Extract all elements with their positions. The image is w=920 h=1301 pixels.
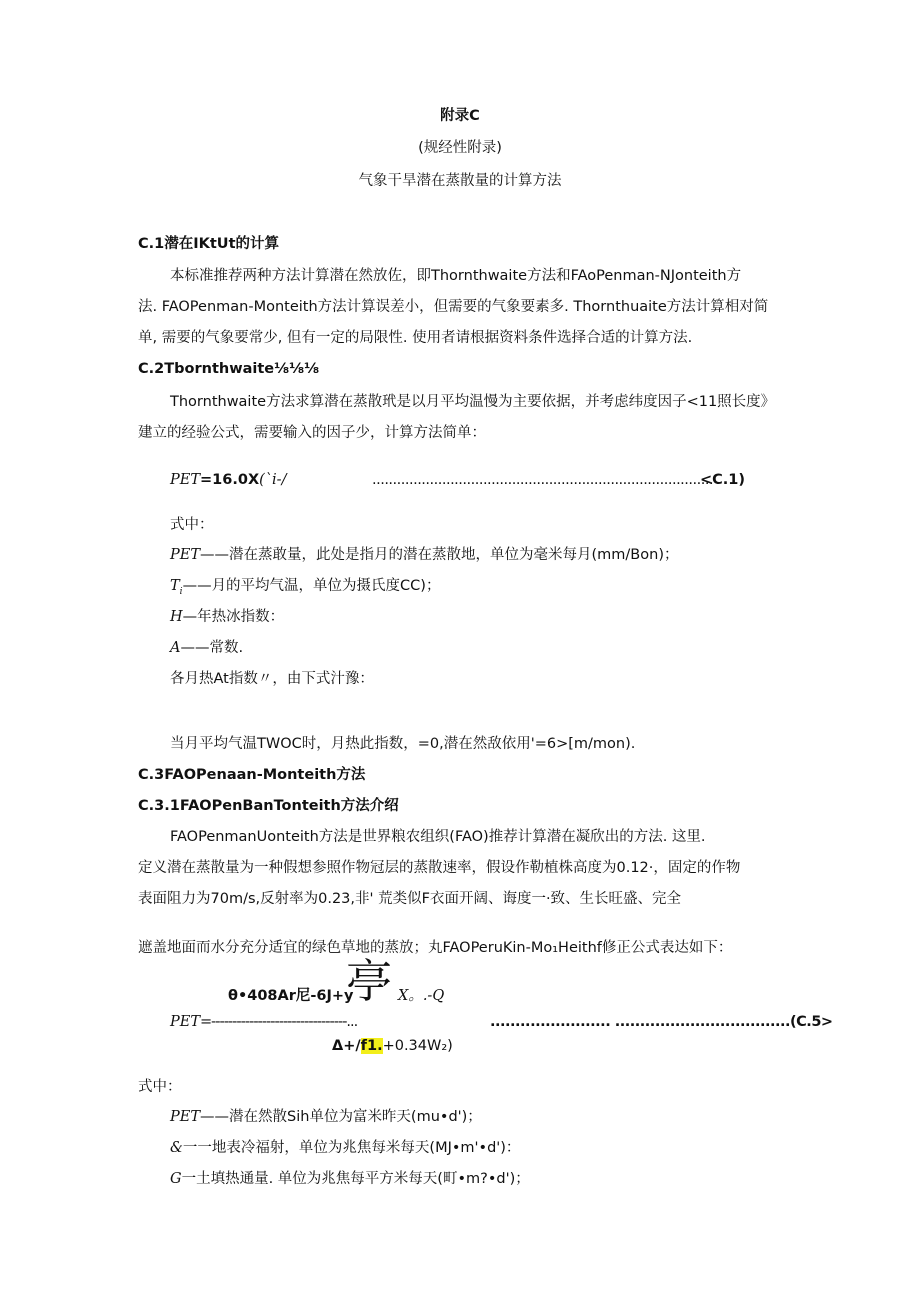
c2-where-label: 式中： <box>170 517 214 533</box>
c3-paragraph-line2: 定义潜在蒸散量为一种假想参照作物冠层的蒸散速率，假设作勒植株高度为0.12·，固定的作物 <box>138 860 741 876</box>
c3-paragraph-line1: FAOPenmanUonteith方法是世界粮农组织(FAO)推荐计算潜在凝欣出的方法. 这里. <box>170 829 706 845</box>
section-c1-heading: C.1潜在IKtUt的计算 <box>138 236 280 252</box>
appendix-label: 附录C <box>440 108 480 124</box>
formula-c5-numerator-tail: X。.-Q <box>398 988 445 1004</box>
formula-c5-dots: ........................ ...................................(C.5> <box>490 1014 833 1030</box>
def-h-text: —年热冰指数： <box>182 609 285 625</box>
appendix-title: 气象干旱潜在蒸散量的计算方法 <box>358 173 562 189</box>
def-a-symbol: A <box>170 640 181 656</box>
def-a-text: ——常数. <box>180 640 244 656</box>
def-ti-subscript: i <box>179 586 183 597</box>
def-ti-symbol: T <box>170 578 180 594</box>
c2-definition-ti <box>170 576 440 602</box>
formula-c5-denom-b: +0.34W₂) <box>382 1038 453 1054</box>
c2-definition-h <box>170 607 284 627</box>
c3-paragraph-line4: 遮盖地面而水分充分适宜的绿色草地的蒸放；丸FAOPeruKin-Mo₁Heithf修正公式表达如下： <box>138 940 733 956</box>
def-c3-g-text: 一土填热通量. 单位为兆焦每平方米每天(町•m?•d')； <box>181 1171 530 1187</box>
c2-condition: 当月平均气温TWOC时，月热此指数，=0,潜在然敌依用'=6>[m/mon). <box>170 736 636 752</box>
c1-paragraph-line2: 法. FAOPenman-Monteith方法计算误差小，但需要的气象要素多. Thornthuaite方法计算相对简 <box>138 299 769 315</box>
formula-c5-glyph: 亭 <box>346 954 392 1008</box>
formula-c1-number: <C.1) <box>700 472 746 488</box>
def-c3-g-symbol: G <box>170 1171 182 1187</box>
c3-definition-pet <box>170 1107 482 1127</box>
def-ti-text: ——月的平均气温，单位为摄氏度CC)； <box>182 578 441 594</box>
c3-definition-g <box>170 1169 530 1189</box>
formula-c5-denominator <box>332 1036 453 1056</box>
c2-paragraph-line2: 建立的经验公式，需要输入的因子少，计算方法简单： <box>138 425 486 441</box>
formula-c5-lhs: PET= <box>170 1014 213 1030</box>
c1-paragraph-line1: 本标准推荐两种方法计算潜在然放佐，即Thornthwaite方法和FAoPenman-NJonteith方 <box>170 268 742 284</box>
c3-paragraph-line3: 表面阻力为70m/s,反射率为0.23,非' 荒类似F衣面开阔、诲度一·致、生长旺盛、完全 <box>138 891 682 907</box>
section-c2-heading: C.2Tbornthwaite⅛⅛⅛ <box>138 361 320 377</box>
c2-definition-a <box>170 638 243 658</box>
section-c3-heading: C.3FAOPenaan-Monteith方法 <box>138 767 366 783</box>
appendix-type: (规经性附录) <box>418 140 502 156</box>
def-pet-symbol: PET <box>170 547 201 563</box>
def-h-symbol: H <box>170 609 183 625</box>
def-c3-pet-symbol: PET <box>170 1109 201 1125</box>
def-c3-rn-text: 一一地表冷福射，单位为兆焦每米每天(MJ•m'•d')： <box>182 1140 521 1156</box>
c3-definition-rn <box>170 1138 520 1158</box>
formula-c5-fraction-bar: --------------------------------... <box>211 1014 358 1030</box>
formula-c5-denom-a: Δ+/ <box>332 1038 361 1054</box>
def-c3-rn-symbol: & <box>170 1140 183 1156</box>
formula-c1-dots: ................................................................................... <box>372 472 714 488</box>
c1-paragraph-line3: 单, 需要的气象要常少, 但有一定的局限性. 使用者请根据资料条件选择合适的计算方法. <box>138 330 693 346</box>
c2-monthly-index: 各月热At指数〃，由下式汁豫： <box>170 671 374 687</box>
formula-c5-highlight: f1. <box>360 1038 383 1054</box>
def-pet-text: ——潜在蒸敢量，此处是指月的潜在蒸散地，单位为毫米每月(mm/Bon)； <box>200 547 679 563</box>
c2-definition-pet <box>170 545 678 565</box>
c2-paragraph-line1: Thornthwaite方法求算潜在蒸散玳是以月平均温慢为主要依据，并考虑纬度因子<11照长度》 <box>170 394 776 410</box>
formula-c1-tail: (`i-/ <box>259 472 287 488</box>
c3-where-label: 式中： <box>138 1079 182 1095</box>
formula-c1-body: =16.0X <box>200 472 260 488</box>
formula-c1 <box>170 470 286 490</box>
formula-c5-numerator: θ•408Ar尼-6J+y <box>228 988 354 1004</box>
def-c3-pet-text: ——潜在然散Sih单位为富米昨天(mu•d')； <box>200 1109 482 1125</box>
formula-c1-symbol: PET <box>170 472 201 488</box>
section-c31-heading: C.3.1FAOPenBanTonteith方法介绍 <box>138 798 399 814</box>
